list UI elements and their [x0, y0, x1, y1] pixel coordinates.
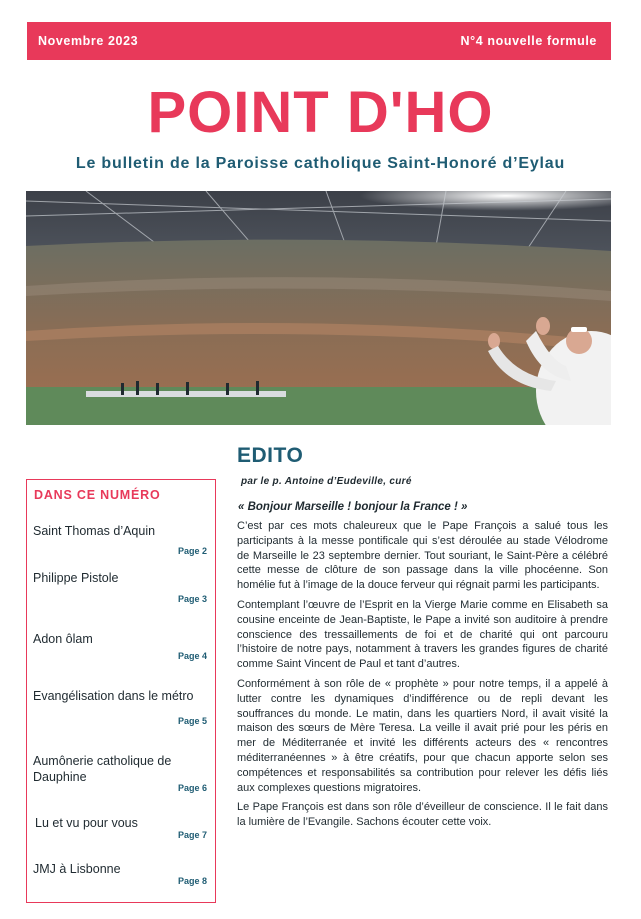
stadium-mass-photo — [26, 191, 611, 425]
bulletin-title: POINT D'HO — [147, 80, 494, 145]
toc-item-page: Page 5 — [177, 716, 207, 726]
toc-item-page: Page 8 — [177, 876, 207, 886]
header-bar — [27, 22, 611, 60]
issue-number: N°4 nouvelle formule — [460, 34, 597, 48]
toc-item-label[interactable]: Adon ôlam — [33, 632, 93, 646]
toc-item-label[interactable]: Evangélisation dans le métro — [33, 689, 194, 703]
toc-item-label[interactable]: Aumônerie catholique de Dauphine — [33, 754, 172, 784]
toc-item-label[interactable]: JMJ à Lisbonne — [33, 862, 121, 876]
toc-item-label[interactable]: Saint Thomas d’Aquin — [33, 524, 156, 538]
issue-date: Novembre 2023 — [38, 34, 139, 48]
edito-paragraph: Le Pape François est dans son rôle d’éveilleur de conscience. Il le fait dans la lumière de l’Evangile. Sachons écouter cette voix. — [237, 801, 608, 829]
edito-body — [237, 519, 608, 835]
edito-heading: EDITO — [237, 444, 304, 467]
toc-item-page: Page 7 — [177, 830, 207, 840]
table-of-contents — [26, 479, 216, 903]
toc-item-page: Page 4 — [177, 651, 207, 661]
toc-item-page: Page 6 — [177, 783, 207, 793]
toc-item-page: Page 2 — [177, 546, 207, 556]
edito-paragraph: Conformément à son rôle de « prophète » pour notre temps, il a appelé à lutter contre les dynamiques d’indifférence ou de repli devant les souffrances du monde. Le matin, dans les quartiers Nord, il avait visité la maison des sœurs de Mère Teresa. La veille il avait prié pour les péris en mer de Méditerranée et invité les différents acteurs des « rencontres méditerranéennes » à être créatifs, pour que chacun apporte selon ses compétences et responsabilités sa contribution pour relever les défis liés aux complexes questions migratoires. — [237, 677, 608, 794]
edito-paragraph: C’est par ces mots chaleureux que le Pape François a salué tous les participants à la messe pontificale qui s’est déroulée au stade Vélodrome de Marseille le 23 septembre dernier. Tout souriant, le Saint-Père a célébré cette messe de clôture de son passage dans la ville phocéenne. Son homélie fut à l’image de la douce ferveur qui régnait parmi les participants. — [237, 520, 608, 592]
toc-item-page: Page 3 — [177, 594, 207, 604]
toc-item-label[interactable]: Lu et vu pour vous — [35, 816, 138, 830]
bulletin-subtitle: Le bulletin de la Paroisse catholique Saint-Honoré d’Eylau — [75, 155, 566, 172]
edito-paragraph: Contemplant l’œuvre de l’Esprit en la Vierge Marie comme en Elisabeth sa cousine enceinte de Jean-Baptiste, le Pape a invité son auditoire à prendre conscience des tressaillements de foi et de charité qui ont parcouru l’histoire de notre pays, notamment à travers les grandes figures de charité comme Saint Vincent de Paul et tant d’autres. — [237, 598, 608, 671]
toc-item-label[interactable]: Philippe Pistole — [33, 571, 119, 585]
toc-title: DANS CE NUMÉRO — [34, 488, 161, 502]
edito-byline: par le p. Antoine d’Eudeville, curé — [241, 476, 412, 487]
edito-quote: « Bonjour Marseille ! bonjour la France ! » — [238, 501, 468, 513]
